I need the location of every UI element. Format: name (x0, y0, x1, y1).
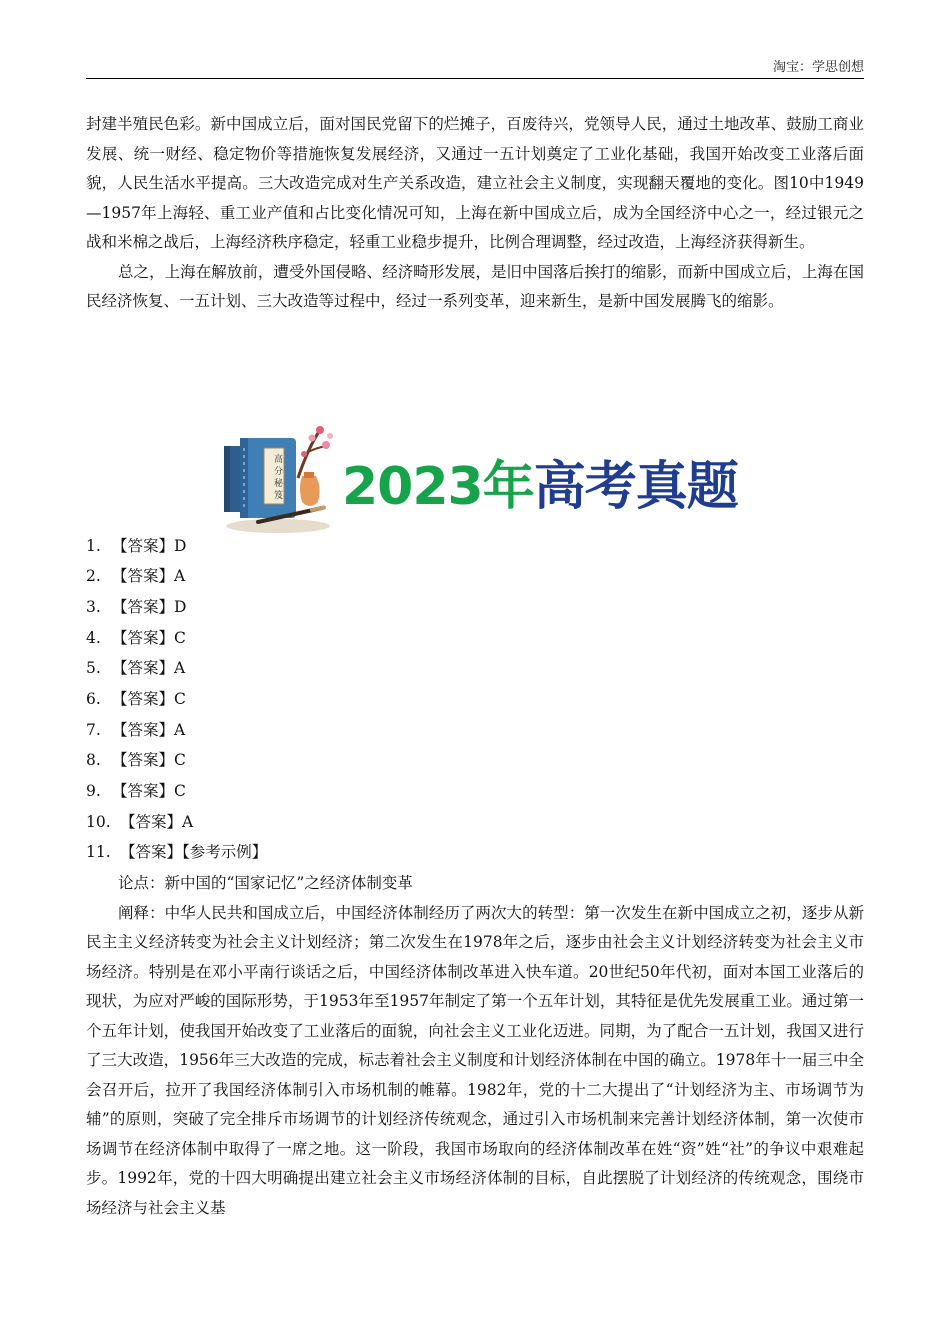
answer-label: 【答案】D (112, 536, 187, 555)
answer-item (86, 777, 864, 808)
answer-label: 【答案】C (112, 782, 186, 801)
book-label-char: 分 (274, 467, 284, 477)
answer-number: 10. (86, 812, 111, 831)
answer-item (86, 562, 864, 593)
page-header-text: 淘宝：学思创想 (772, 60, 864, 75)
paragraph-conclusion: 总之，上海在解放前，遭受外国侵略、经济畸形发展，是旧中国落后挨打的缩影，而新中国成立后，上海在国民经济恢复、一五计划、三大改造等过程中，经过一系列变革，迎来新生，是新中国发展腾飞的缩影。 (86, 262, 864, 310)
intro-section (86, 110, 864, 317)
answer-number: 5. (86, 659, 101, 678)
answer-label: 【答案】【参考示例】 (120, 843, 268, 862)
header-divider (86, 78, 864, 79)
answer-item (86, 592, 864, 623)
essay-thesis: 论点：新中国的“国家记忆”之经济体制变革 (118, 874, 413, 892)
book-label (218, 418, 338, 536)
essay-body: 阐释：中华人民共和国成立后，中国经济体制经历了两次大的转型：第一次发生在新中国成立之初，逐步从新民主主义经济转变为社会主义计划经济；第二次发生在1978年之后，逐步由社会主义计划经济转变为社会主义市场经济。特别是在邓小平南行谈话之后，中国经济体制改革进入快车道。20世纪50年代初，面对本国工业落后的现状，为应对严峻的国际形势，于1953年至1957年制定了第一个五年计划，其特征是优先发展重工业。通过第一个五年计划，使我国开始改变了工业落后的面貌，向社会主义工业化迈进。同期，为了配合一五计划，我国又进行了三大改造，1956年三大改造的完成，标志着社会主义制度和计划经济体制在中国的确立。1978年十一届三中全会召开后，拉开了我国经济体制引入市场机制的帷幕。1982年，党的十二大提出了“计划经济为主、市场调节为辅”的原则，突破了完全排斥市场调节的计划经济传统观念，通过引入市场机制来完善计划经济体制，第一次使市场调节在经济体制中取得了一席之地。这一阶段，我国市场取向的经济体制改革在姓“资”姓“社”的争议中艰难起步。1992年，党的十四大明确提出建立社会主义市场经济体制的目标，自此摆脱了计划经济的传统观念，围绕市场经济与社会主义基 (86, 903, 864, 1217)
answer-item (86, 654, 864, 685)
essay-section (86, 869, 864, 1223)
answer-number: 6. (86, 690, 101, 709)
answer-label: 【答案】C (112, 628, 186, 647)
answer-label: 【答案】A (112, 567, 186, 586)
answer-item (86, 715, 864, 746)
answer-label: 【答案】D (112, 597, 187, 616)
answer-number: 1. (86, 536, 101, 555)
answer-number: 9. (86, 782, 101, 801)
answer-item (86, 623, 864, 654)
book-label-char: 笈 (274, 491, 284, 501)
section-banner (218, 418, 738, 536)
banner-title (342, 444, 738, 519)
answer-number: 3. (86, 597, 101, 616)
answer-item (86, 838, 864, 869)
answer-label: 【答案】A (120, 812, 194, 831)
answer-label: 【答案】A (112, 659, 186, 678)
paragraph-continuation: 封建半殖民色彩。新中国成立后，面对国民党留下的烂摊子，百废待兴，党领导人民，通过土地改革、鼓励工商业发展、统一财经、稳定物价等措施恢复发展经济，又通过一五计划奠定了工业化基础，我国开始改变工业落后面貌，人民生活水平提高。三大改造完成对生产关系改造，建立社会主义制度，实现翻天覆地的变化。图10中1949—1957年上海轻、重工业产值和占比变化情况可知，上海在新中国成立后，成为全国经济中心之一，经过银元之战和米棉之战后，上海经济秩序稳定，轻重工业稳步提升，比例合理调整，经过改造，上海经济获得新生。 (86, 115, 864, 251)
answer-number: 7. (86, 720, 101, 739)
book-label-char: 秘 (274, 479, 284, 489)
book-label-char: 高 (274, 455, 284, 465)
answer-label: 【答案】C (112, 751, 186, 770)
answer-label: 【答案】C (112, 690, 186, 709)
banner-year: 2023年 (342, 457, 534, 517)
answer-item (86, 684, 864, 715)
answer-number: 11. (86, 843, 111, 862)
answer-label: 【答案】A (112, 720, 186, 739)
answer-item (86, 807, 864, 838)
answer-number: 2. (86, 567, 101, 586)
answer-number: 4. (86, 628, 101, 647)
answer-item (86, 746, 864, 777)
banner-words: 高考真题 (533, 457, 738, 517)
answer-item (86, 531, 864, 562)
answer-number: 8. (86, 751, 101, 770)
answer-list (86, 531, 864, 869)
